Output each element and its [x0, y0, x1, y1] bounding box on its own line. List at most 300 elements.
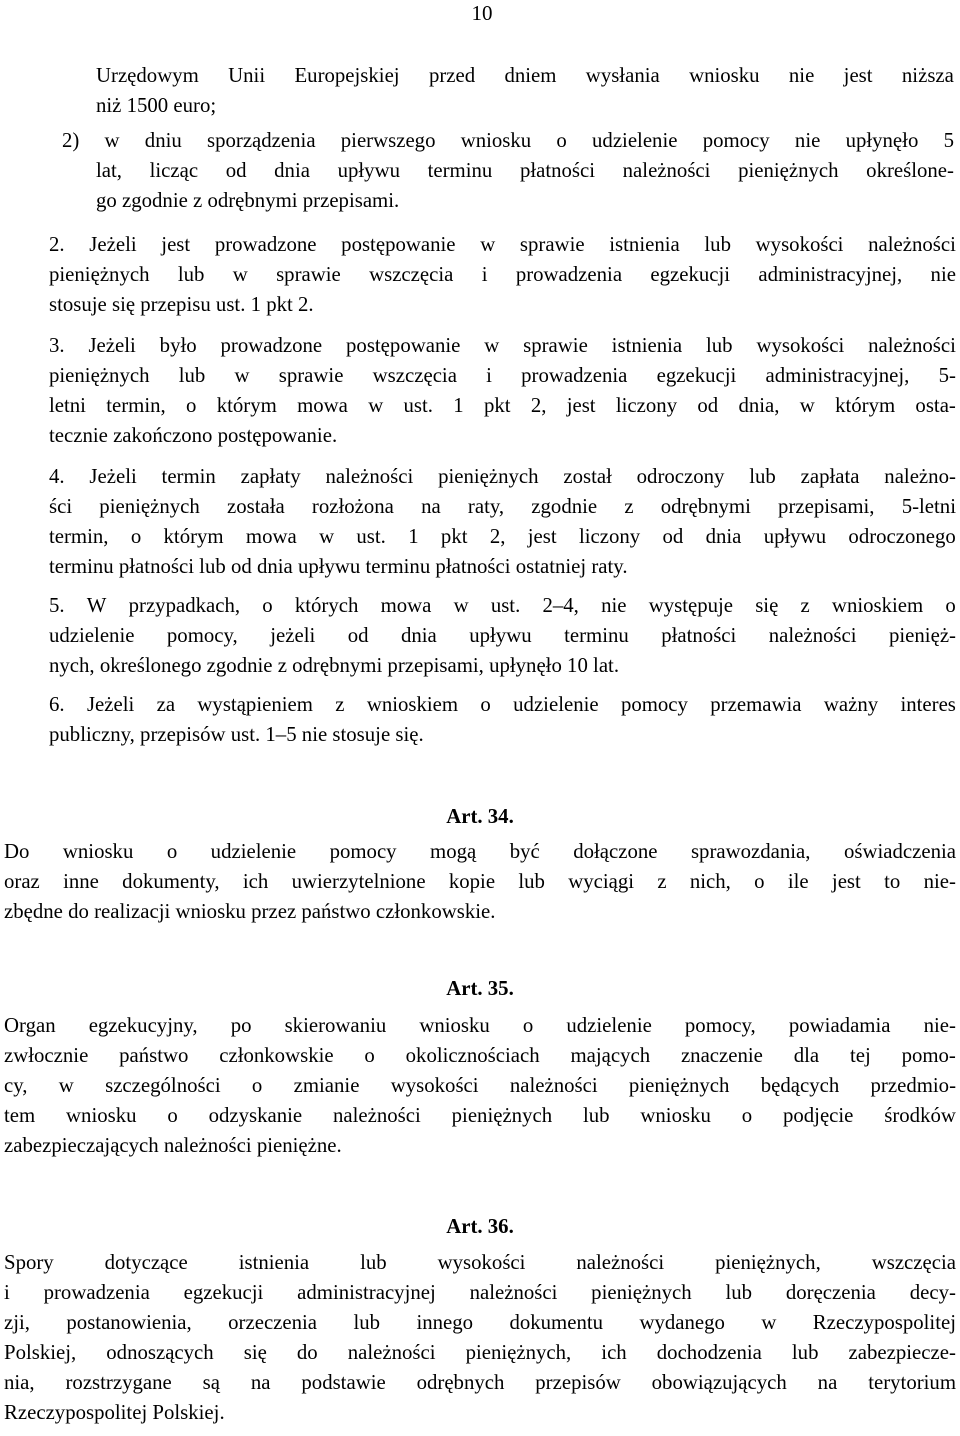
word: pieniężnych: [451, 1104, 553, 1127]
word: dołączone: [573, 840, 658, 863]
point-2-paragraph: [0, 126, 954, 156]
word: pomocy,: [684, 1014, 756, 1037]
word: w: [319, 525, 335, 548]
word: 4.: [49, 465, 65, 488]
word: postanowienia,: [66, 1311, 192, 1334]
word: 1: [408, 525, 419, 548]
word: płatności: [519, 159, 596, 182]
word: z: [657, 870, 667, 893]
text-line: [0, 621, 960, 651]
word: egzekucji: [650, 263, 731, 286]
word: decy-: [909, 1281, 956, 1304]
word: od: [347, 624, 369, 647]
word: należności: [576, 1251, 665, 1274]
word: lat,: [96, 159, 122, 182]
word: należności: [622, 159, 711, 182]
text-line: [0, 230, 960, 260]
word: przypadkach,: [128, 594, 241, 617]
word: udzielenie: [513, 693, 599, 716]
word: w: [232, 263, 248, 286]
word: o: [754, 870, 765, 893]
word: wniosku: [689, 64, 760, 87]
word: tej: [849, 1044, 871, 1067]
word: nie-: [923, 870, 956, 893]
word: udzielenie: [49, 624, 135, 647]
word: 5: [943, 129, 954, 152]
word: odrębnych: [416, 1371, 505, 1394]
text-line: [0, 867, 960, 897]
word: termin,: [106, 394, 166, 417]
word: udzielenie: [592, 129, 678, 152]
word: egzekucyjny,: [88, 1014, 198, 1037]
word: nia,: [4, 1371, 35, 1394]
word: wydanego: [639, 1311, 725, 1334]
word: pieniężnych: [99, 495, 200, 518]
word: Do: [4, 840, 30, 863]
word: Jeżeli: [86, 693, 135, 716]
word: pomocy: [702, 129, 770, 152]
text-line: [0, 1101, 960, 1131]
word: termin: [161, 465, 216, 488]
word: są: [202, 1371, 220, 1394]
word: administracyjnej: [297, 1281, 436, 1304]
word: dla: [793, 1044, 820, 1067]
word: sprawie: [519, 233, 585, 256]
point-2-continuation: [0, 156, 954, 216]
word: ich: [242, 870, 269, 893]
word: przedmio-: [870, 1074, 956, 1097]
word: mogą: [430, 840, 477, 863]
word: została: [226, 495, 285, 518]
text-line: [0, 1278, 960, 1308]
word: 2.: [49, 233, 65, 256]
word: pieniężnych,: [465, 1341, 572, 1364]
word: cy,: [4, 1074, 28, 1097]
word: podjęcie: [782, 1104, 854, 1127]
word: pieniężnych: [628, 1074, 730, 1097]
word: prowadzenia: [515, 263, 623, 286]
word: nie-: [923, 1014, 956, 1037]
word: Rzeczypospolitej: [812, 1311, 956, 1334]
word: Organ: [4, 1014, 56, 1037]
word: zmianie: [293, 1074, 360, 1097]
word: pieniężnych,: [715, 1251, 821, 1274]
word: zapłata: [800, 465, 860, 488]
word: prowadzenia: [521, 364, 628, 387]
word: o: [522, 1014, 534, 1037]
word: wniosku: [460, 129, 532, 152]
word: pierwszego: [340, 129, 436, 152]
word: osta-: [915, 394, 956, 417]
word: nich,: [689, 870, 731, 893]
word: wyciągi: [568, 870, 635, 893]
text-line: [0, 331, 960, 361]
word: należności: [325, 465, 414, 488]
word: ust.: [490, 594, 521, 617]
word: odzyskanie: [208, 1104, 303, 1127]
text-line: stosuje się przepisu ust. 1 pkt 2.: [49, 293, 314, 316]
word: szczególności: [105, 1074, 221, 1097]
word: kopie: [448, 870, 496, 893]
word: się: [243, 1341, 267, 1364]
word: innego: [416, 1311, 474, 1334]
word: 6.: [49, 693, 65, 716]
word: jeżeli: [270, 624, 316, 647]
word: jest: [566, 394, 596, 417]
text-line: [0, 492, 960, 522]
word: którym: [835, 394, 896, 417]
word: podstawie: [301, 1371, 386, 1394]
word: należności: [347, 1341, 436, 1364]
word: lub: [360, 1251, 387, 1274]
word: Unii: [228, 64, 266, 87]
word: lub: [177, 263, 205, 286]
word: o: [262, 594, 273, 617]
word: należności: [333, 1104, 421, 1127]
word: pomocy,: [166, 624, 238, 647]
word: 3.: [49, 334, 65, 357]
word: odnoszących: [106, 1341, 214, 1364]
word: 1: [453, 394, 464, 417]
word: w: [104, 129, 120, 152]
word: prowadzenia: [43, 1281, 150, 1304]
word: sporządzenia: [207, 129, 316, 152]
word: w: [58, 1074, 74, 1097]
text-line: [96, 156, 954, 186]
word: letni: [49, 394, 86, 417]
word: wysokości: [755, 233, 844, 256]
word: terminu: [427, 159, 493, 182]
word: jest: [527, 525, 557, 548]
word: którym: [163, 525, 224, 548]
word: inne: [63, 870, 99, 893]
word: od: [225, 159, 247, 182]
word: terytorium: [868, 1371, 956, 1394]
word: na: [250, 1371, 271, 1394]
word: nie: [794, 129, 821, 152]
word: 2): [62, 129, 80, 152]
word: zwłocznie: [4, 1044, 89, 1067]
word: zapłaty: [240, 465, 301, 488]
word: jest: [161, 233, 191, 256]
word: został: [563, 465, 612, 488]
word: niższa: [901, 64, 954, 87]
word: upływu: [337, 159, 400, 182]
word: prowadzone: [214, 233, 317, 256]
word: o: [186, 394, 197, 417]
word: ich: [601, 1341, 627, 1364]
text-line: [0, 837, 960, 867]
word: rozłożona: [311, 495, 394, 518]
word: i: [481, 263, 488, 286]
word: administracyjnej,: [765, 364, 910, 387]
word: i: [486, 364, 492, 387]
word: o: [741, 1104, 753, 1127]
word: 5-letni: [901, 495, 956, 518]
word: w: [761, 1311, 777, 1334]
word: w: [484, 334, 500, 357]
word: interes: [900, 693, 956, 716]
word: mowa: [245, 525, 297, 548]
text-line: [0, 1368, 960, 1398]
word: sprawozdania,: [690, 840, 811, 863]
word: o: [251, 1074, 263, 1097]
paragraph-ust-3: [0, 331, 960, 451]
word: o: [166, 840, 178, 863]
word: członkowskie: [219, 1044, 334, 1067]
word: oraz: [4, 870, 40, 893]
word: przemawia: [710, 693, 802, 716]
word: nie: [601, 594, 627, 617]
text-line: terminu płatności lub od dnia upływu terminu płatności ostatniej raty.: [49, 555, 628, 578]
word: mających: [570, 1044, 651, 1067]
text-line: [0, 391, 960, 421]
word: wszczęcia: [871, 1251, 956, 1274]
word: występuje: [648, 594, 734, 617]
text-line: [0, 591, 960, 621]
word: Polskiej,: [4, 1341, 77, 1364]
word: postępowanie: [341, 233, 456, 256]
word: lub: [749, 465, 776, 488]
word: uwierzytelnione: [291, 870, 426, 893]
word: państwo: [119, 1044, 189, 1067]
word: dnia: [274, 159, 310, 182]
word: dnia: [705, 525, 742, 548]
word: orzeczenia: [228, 1311, 318, 1334]
word: od: [662, 525, 684, 548]
word: Europejskiej: [294, 64, 400, 87]
text-line: go zgodnie z odrębnymi przepisami.: [96, 189, 400, 212]
word: należności: [509, 1074, 598, 1097]
word: odrębnymi: [660, 495, 751, 518]
word: pkt: [440, 525, 468, 548]
word: w: [799, 394, 815, 417]
word: 5-: [938, 364, 956, 387]
word: odroczony: [636, 465, 725, 488]
word: liczony: [615, 394, 678, 417]
word: dniem: [504, 64, 557, 87]
word: dokumentu: [509, 1311, 604, 1334]
word: W: [86, 594, 107, 617]
word: lub: [704, 233, 731, 256]
word: z: [800, 594, 810, 617]
word: należności: [768, 624, 857, 647]
word: ści: [49, 495, 73, 518]
word: istnienia: [238, 1251, 310, 1274]
word: zabezpiecze-: [848, 1341, 956, 1364]
word: wnioskiem: [831, 594, 924, 617]
word: dokumenty,: [122, 870, 220, 893]
word: których: [294, 594, 359, 617]
word: dnia: [400, 624, 437, 647]
article-heading: Art. 34.: [446, 805, 514, 828]
word: Jeżeli: [89, 233, 137, 256]
word: sprawie: [523, 334, 588, 357]
word: nie: [788, 64, 815, 87]
word: jest: [843, 64, 873, 87]
paragraph-ust-6: [0, 690, 960, 750]
word: ust.: [356, 525, 386, 548]
word: pieniężnych: [49, 364, 150, 387]
text-line: [0, 462, 960, 492]
word: upłynęło: [845, 129, 919, 152]
word: przed: [428, 64, 476, 87]
text-line: zbędne do realizacji wniosku przez państwo członkowskie.: [4, 900, 496, 923]
word: przepisów: [535, 1371, 621, 1394]
word: pomocy: [329, 840, 397, 863]
word: powiadamia: [788, 1014, 891, 1037]
word: o: [556, 129, 567, 152]
article-34-text: [0, 837, 960, 927]
word: w: [368, 394, 384, 417]
word: jest: [831, 870, 861, 893]
word: skierowaniu: [284, 1014, 387, 1037]
word: za: [156, 693, 176, 716]
word: lub: [518, 870, 545, 893]
word: Urzędowym: [96, 64, 199, 87]
word: administracyjnej,: [758, 263, 903, 286]
word: liczony: [578, 525, 641, 548]
word: wysokości: [437, 1251, 526, 1274]
word: dnia,: [738, 394, 780, 417]
word: wniosku: [419, 1014, 490, 1037]
word: ważny: [823, 693, 879, 716]
word: pienięż-: [889, 624, 956, 647]
word: to: [884, 870, 901, 893]
word: o: [167, 1104, 178, 1127]
word: prowadzone: [220, 334, 323, 357]
word: o: [130, 525, 142, 548]
text-line: [0, 1071, 960, 1101]
text-line: [62, 126, 954, 156]
word: wszczęcia: [369, 263, 454, 286]
word: oświadczenia: [843, 840, 956, 863]
word: pieniężnych: [591, 1281, 692, 1304]
word: się: [755, 594, 779, 617]
word: termin,: [49, 525, 109, 548]
word: postępowanie: [346, 334, 461, 357]
word: 2,: [489, 525, 506, 548]
word: środków: [884, 1104, 956, 1127]
word: i: [4, 1281, 10, 1304]
text-line: Rzeczypospolitej Polskiej.: [4, 1401, 225, 1424]
word: Jeżeli: [88, 334, 136, 357]
word: należności: [868, 233, 956, 256]
word: ust.: [403, 394, 433, 417]
word: 2–4,: [542, 594, 579, 617]
word: do: [296, 1341, 318, 1364]
word: lub: [353, 1311, 381, 1334]
text-line: [0, 1248, 960, 1278]
word: doręczenia: [785, 1281, 876, 1304]
word: wystąpieniem: [197, 693, 313, 716]
word: udzielenie: [566, 1014, 652, 1037]
word: egzekucji: [656, 364, 737, 387]
word: terminu: [564, 624, 629, 647]
text-line: nych, określonego zgodnie z odrębnymi przepisami, upłynęło 10 lat.: [49, 654, 620, 677]
word: odroczonego: [848, 525, 956, 548]
word: istnienia: [611, 334, 683, 357]
article-35-text: [0, 1011, 960, 1161]
word: po: [230, 1014, 252, 1037]
word: okolicznościach: [405, 1044, 540, 1067]
word: przepisami,: [778, 495, 875, 518]
text-line: tecznie zakończono postępowanie.: [49, 424, 338, 447]
word: pieniężnych: [49, 263, 150, 286]
text-line: zabezpieczających należności pieniężne.: [4, 1134, 342, 1157]
word: tem: [4, 1104, 36, 1127]
word: sprawie: [276, 263, 341, 286]
word: mowa: [380, 594, 432, 617]
word: wniosku: [62, 840, 134, 863]
word: na: [421, 495, 441, 518]
word: upływu: [469, 624, 532, 647]
word: wysłania: [585, 64, 660, 87]
word: zgodnie: [531, 495, 598, 518]
word: w: [453, 594, 469, 617]
text-line: [0, 522, 960, 552]
word: pkt: [483, 394, 511, 417]
text-line: [0, 1041, 960, 1071]
word: pieniężnych: [438, 465, 539, 488]
word: znaczenie: [680, 1044, 763, 1067]
paragraph-ust-5: [0, 591, 960, 681]
page-number: 10: [471, 1, 493, 25]
word: określone-: [866, 159, 954, 182]
word: ile: [787, 870, 809, 893]
word: z: [624, 495, 634, 518]
text-line: publiczny, przepisów ust. 1–5 nie stosuje się.: [49, 723, 424, 746]
word: obowiązujących: [651, 1371, 787, 1394]
word: być: [509, 840, 540, 863]
word: należno-: [884, 465, 956, 488]
word: rozstrzygane: [65, 1371, 172, 1394]
paragraph-ust-4: [0, 462, 960, 582]
continuation-paragraph: [0, 61, 954, 121]
text-line: [0, 260, 960, 290]
word: było: [159, 334, 197, 357]
word: pieniężnych: [738, 159, 839, 182]
word: wniosku: [640, 1104, 711, 1127]
word: lub: [178, 364, 206, 387]
word: licząc: [149, 159, 199, 182]
article-heading: Art. 35.: [446, 977, 514, 1000]
word: wysokości: [756, 334, 845, 357]
text-line: [96, 61, 954, 91]
paragraph-ust-2: [0, 230, 960, 320]
word: którym: [216, 394, 277, 417]
word: o: [945, 594, 956, 617]
word: o: [480, 693, 491, 716]
text-line: [0, 1338, 960, 1368]
word: lub: [725, 1281, 753, 1304]
word: sprawie: [278, 364, 344, 387]
word: dochodzenia: [656, 1341, 762, 1364]
word: lub: [791, 1341, 819, 1364]
word: pomocy: [620, 693, 688, 716]
word: należności: [469, 1281, 558, 1304]
word: nie: [930, 263, 956, 286]
text-line: niż 1500 euro;: [96, 94, 217, 117]
word: w: [234, 364, 250, 387]
word: Spory: [4, 1251, 54, 1274]
word: na: [817, 1371, 838, 1394]
word: o: [364, 1044, 375, 1067]
word: dniu: [144, 129, 182, 152]
word: egzekucji: [183, 1281, 264, 1304]
text-line: [0, 1308, 960, 1338]
word: płatności: [661, 624, 737, 647]
